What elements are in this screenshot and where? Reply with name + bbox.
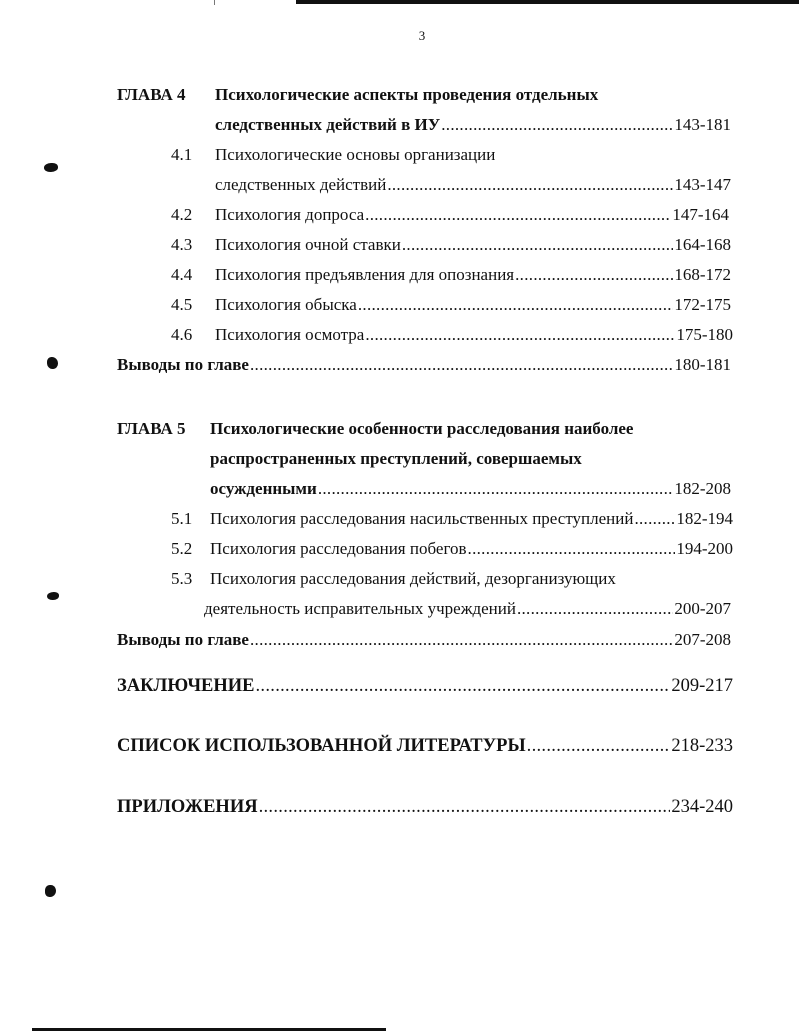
- section-number: 4.5: [171, 295, 193, 314]
- leader-dots: [365, 324, 675, 346]
- leader-dots: [259, 796, 671, 818]
- section-number: 5.3: [171, 569, 193, 588]
- scan-top-border: [296, 0, 799, 4]
- section-number: 5.1: [171, 509, 193, 528]
- section-pages: 168-172: [674, 265, 731, 284]
- toc-entry-4-3[interactable]: [215, 234, 731, 256]
- section-pages: 200-207: [674, 599, 731, 618]
- conclusions-title: Выводы по главе: [117, 355, 249, 374]
- section-title: деятельность исправительных учреждений: [204, 599, 516, 618]
- chapter-4-heading-entry[interactable]: [215, 114, 731, 136]
- conclusions-pages: 180-181: [674, 355, 731, 374]
- bibliography-title: СПИСОК ИСПОЛЬЗОВАННОЙ ЛИТЕРАТУРЫ: [117, 736, 526, 756]
- leader-dots: [517, 598, 673, 620]
- toc-entry-5-2[interactable]: [210, 538, 733, 560]
- scan-artifact: [214, 0, 215, 5]
- section-number: 5.2: [171, 539, 193, 558]
- conclusions-pages: 207-208: [674, 630, 731, 649]
- chapter-4-title-line1: Психологические аспекты проведения отдельных: [215, 85, 599, 104]
- chapter-4-pages: 143-181: [674, 115, 731, 134]
- leader-dots: [402, 234, 673, 256]
- toc-entry-4-1[interactable]: [215, 174, 731, 196]
- conclusion-title: ЗАКЛЮЧЕНИЕ: [117, 676, 255, 696]
- scan-bottom-border: [32, 1028, 386, 1031]
- page-number: 3: [418, 28, 426, 43]
- chapter-5-title-line1: Психологические особенности расследования наиболее: [210, 419, 634, 438]
- section-pages: 147-164: [672, 205, 729, 224]
- chapter-5-title-line2: распространенных преступлений, совершаемых: [210, 449, 582, 468]
- chapter-5-label: ГЛАВА 5: [117, 419, 186, 438]
- leader-dots: [515, 264, 673, 286]
- section-number: 4.4: [171, 265, 193, 284]
- section-pages: 175-180: [676, 325, 733, 344]
- chapter-5-title-line3: осужденными: [210, 479, 317, 498]
- leader-dots: [441, 114, 673, 136]
- chapter-5-heading-entry[interactable]: [210, 478, 731, 500]
- section-title: Психология обыска: [215, 295, 357, 314]
- toc-entry-bibliography[interactable]: [117, 735, 733, 757]
- leader-dots: [256, 675, 671, 697]
- section-pages: 194-200: [676, 539, 733, 558]
- section-pages: 164-168: [674, 235, 731, 254]
- section-title-line1: Психология расследования действий, дезорганизующих: [210, 569, 616, 588]
- toc-entry-4-6[interactable]: [215, 324, 733, 346]
- section-pages: 172-175: [674, 295, 731, 314]
- section-number: 4.2: [171, 205, 193, 224]
- binding-hole-mark: [47, 592, 59, 600]
- section-pages: 182-194: [676, 509, 733, 528]
- binding-hole-mark: [44, 163, 58, 172]
- chapter-4-label: ГЛАВА 4: [117, 85, 186, 104]
- chapter-5-pages: 182-208: [674, 479, 731, 498]
- toc-entry-4-2[interactable]: [215, 204, 729, 226]
- section-title: Психология допроса: [215, 205, 365, 224]
- toc-entry-chapter-5-conclusions[interactable]: [117, 629, 731, 651]
- section-number: 4.1: [171, 145, 193, 164]
- section-number: 4.3: [171, 235, 193, 254]
- toc-entry-4-5[interactable]: [215, 294, 731, 316]
- leader-dots: [250, 354, 673, 376]
- leader-dots: [527, 735, 671, 757]
- leader-dots: [387, 174, 673, 196]
- leader-dots: [250, 629, 673, 651]
- leader-dots: [318, 478, 674, 500]
- binding-hole-mark: [47, 357, 58, 369]
- conclusions-title: Выводы по главе: [117, 630, 249, 649]
- section-title: Психология расследования насильственных преступлений: [210, 509, 634, 528]
- section-number: 4.6: [171, 325, 193, 344]
- leader-dots: [468, 538, 676, 560]
- toc-entry-appendices[interactable]: [117, 796, 733, 818]
- section-title: Психология предъявления для опознания: [215, 265, 515, 284]
- appendices-pages: 234-240: [671, 797, 733, 817]
- bibliography-pages: 218-233: [671, 736, 733, 756]
- section-title: следственных действий: [215, 175, 387, 194]
- binding-hole-mark: [45, 885, 56, 897]
- section-title: Психология очной ставки: [215, 235, 401, 254]
- toc-entry-5-1[interactable]: [210, 508, 733, 530]
- section-title: Психология расследования побегов: [210, 539, 467, 558]
- conclusion-pages: 209-217: [671, 676, 733, 696]
- leader-dots: [358, 294, 673, 316]
- toc-entry-conclusion[interactable]: [117, 675, 733, 697]
- toc-entry-4-4[interactable]: [215, 264, 731, 286]
- appendices-title: ПРИЛОЖЕНИЯ: [117, 797, 258, 817]
- section-title: Психология осмотра: [215, 325, 365, 344]
- leader-dots: [634, 508, 675, 530]
- section-title-line1: Психологические основы организации: [215, 145, 496, 164]
- toc-entry-5-3[interactable]: [204, 598, 731, 620]
- section-pages: 143-147: [674, 175, 731, 194]
- chapter-4-title-line2: следственных действий в ИУ: [215, 115, 441, 134]
- toc-entry-chapter-4-conclusions[interactable]: [117, 354, 731, 376]
- leader-dots: [365, 204, 671, 226]
